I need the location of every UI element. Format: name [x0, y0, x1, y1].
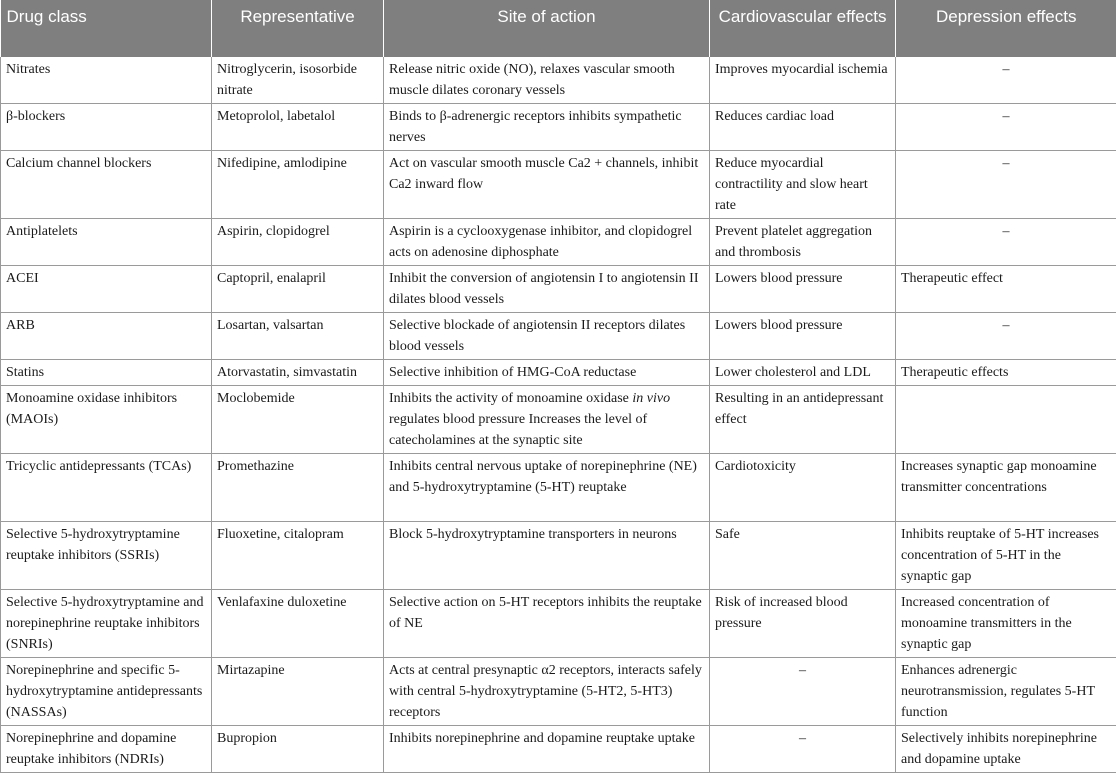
table-row: [1, 151, 1116, 219]
cardiovascular-effects-cell: Resulting in an antidepressant effect: [710, 386, 896, 454]
depression-effects-cell: Therapeutic effects: [896, 360, 1116, 386]
header-drug-class: Drug class: [1, 0, 212, 57]
site-of-action-cell: Inhibit the conversion of angiotensin I to angiotensin II dilates blood vessels: [384, 266, 710, 313]
header-site-of-action: Site of action: [384, 0, 710, 57]
drug-class-cell: ARB: [1, 313, 212, 360]
representative-cell: Moclobemide: [212, 386, 384, 454]
cardiovascular-effects-cell: Lowers blood pressure: [710, 266, 896, 313]
site-of-action-cell: Act on vascular smooth muscle Ca2 + channels, inhibit Ca2 inward flow: [384, 151, 710, 219]
depression-effects-cell: Therapeutic effect: [896, 266, 1116, 313]
site-of-action-cell: Inhibits central nervous uptake of norepinephrine (NE) and 5-hydroxytryptamine (5-HT) reuptake: [384, 454, 710, 522]
site-of-action-cell: Selective blockade of angiotensin II receptors dilates blood vessels: [384, 313, 710, 360]
table-row: [1, 104, 1116, 151]
header-depression-effects: Depression effects: [896, 0, 1116, 57]
cardiovascular-effects-cell: Safe: [710, 522, 896, 590]
depression-effects-cell: [896, 386, 1116, 454]
depression-effects-cell: –: [896, 151, 1116, 219]
site-of-action-cell: Aspirin is a cyclooxygenase inhibitor, and clopidogrel acts on adenosine diphosphate: [384, 219, 710, 266]
table-header: [1, 0, 1116, 57]
representative-cell: Bupropion: [212, 726, 384, 773]
site-of-action-cell: [384, 386, 710, 454]
drug-class-cell: Calcium channel blockers: [1, 151, 212, 219]
depression-effects-cell: Inhibits reuptake of 5-HT increases concentration of 5-HT in the synaptic gap: [896, 522, 1116, 590]
site-text-italic: in vivo: [632, 391, 670, 406]
cardiovascular-effects-cell: Risk of increased blood pressure: [710, 590, 896, 658]
site-of-action-cell: Release nitric oxide (NO), relaxes vascular smooth muscle dilates coronary vessels: [384, 57, 710, 104]
cardiovascular-effects-cell: Lowers blood pressure: [710, 313, 896, 360]
table-row: [1, 454, 1116, 522]
site-text-pre: Inhibits the activity of monoamine oxidase: [389, 391, 632, 406]
site-of-action-cell: Selective inhibition of HMG-CoA reductase: [384, 360, 710, 386]
drug-class-cell: Antiplatelets: [1, 219, 212, 266]
representative-cell: Fluoxetine, citalopram: [212, 522, 384, 590]
drug-class-cell: ACEI: [1, 266, 212, 313]
depression-effects-cell: –: [896, 219, 1116, 266]
table-row: [1, 386, 1116, 454]
drug-class-cell: Monoamine oxidase inhibitors (MAOIs): [1, 386, 212, 454]
table-row: [1, 590, 1116, 658]
representative-cell: Losartan, valsartan: [212, 313, 384, 360]
site-of-action-cell: Acts at central presynaptic α2 receptors, interacts safely with central 5-hydroxytryptamine (5-HT2, 5-HT3) receptors: [384, 658, 710, 726]
depression-effects-cell: Enhances adrenergic neurotransmission, regulates 5-HT function: [896, 658, 1116, 726]
drug-class-cell: Tricyclic antidepressants (TCAs): [1, 454, 212, 522]
depression-effects-cell: Increases synaptic gap monoamine transmitter concentrations: [896, 454, 1116, 522]
site-of-action-cell: Selective action on 5-HT receptors inhibits the reuptake of NE: [384, 590, 710, 658]
cardiovascular-effects-cell: Reduces cardiac load: [710, 104, 896, 151]
cardiovascular-effects-cell: Prevent platelet aggregation and thrombosis: [710, 219, 896, 266]
table-row: [1, 219, 1116, 266]
cardiovascular-effects-cell: Improves myocardial ischemia: [710, 57, 896, 104]
header-row: [1, 0, 1116, 57]
drug-class-cell: Nitrates: [1, 57, 212, 104]
drug-class-cell: β-blockers: [1, 104, 212, 151]
representative-cell: Venlafaxine duloxetine: [212, 590, 384, 658]
depression-effects-cell: Selectively inhibits norepinephrine and dopamine uptake: [896, 726, 1116, 773]
drug-class-cell: Selective 5-hydroxytryptamine reuptake inhibitors (SSRIs): [1, 522, 212, 590]
representative-cell: Atorvastatin, simvastatin: [212, 360, 384, 386]
header-cardiovascular-effects: Cardiovascular effects: [710, 0, 896, 57]
site-of-action-cell: Inhibits norepinephrine and dopamine reuptake uptake: [384, 726, 710, 773]
depression-effects-cell: –: [896, 313, 1116, 360]
representative-cell: Nitroglycerin, isosorbide nitrate: [212, 57, 384, 104]
header-representative: Representative: [212, 0, 384, 57]
representative-cell: Mirtazapine: [212, 658, 384, 726]
cardiovascular-effects-cell: –: [710, 658, 896, 726]
site-of-action-cell: Block 5-hydroxytryptamine transporters in neurons: [384, 522, 710, 590]
site-text-post: regulates blood pressure Increases the level of catecholamines at the synaptic site: [389, 412, 647, 448]
cardiovascular-effects-cell: Reduce myocardial contractility and slow heart rate: [710, 151, 896, 219]
drug-class-cell: Selective 5-hydroxytryptamine and norepinephrine reuptake inhibitors (SNRIs): [1, 590, 212, 658]
depression-effects-cell: –: [896, 104, 1116, 151]
cardiovascular-effects-cell: Lower cholesterol and LDL: [710, 360, 896, 386]
table-row: [1, 726, 1116, 773]
table-row: [1, 658, 1116, 726]
table-row: [1, 360, 1116, 386]
depression-effects-cell: Increased concentration of monoamine transmitters in the synaptic gap: [896, 590, 1116, 658]
cardiovascular-effects-cell: –: [710, 726, 896, 773]
drug-class-cell: Statins: [1, 360, 212, 386]
table-body: [1, 57, 1116, 773]
drug-class-cell: Norepinephrine and specific 5-hydroxytryptamine antidepressants (NASSAs): [1, 658, 212, 726]
representative-cell: Captopril, enalapril: [212, 266, 384, 313]
representative-cell: Nifedipine, amlodipine: [212, 151, 384, 219]
table-row: [1, 313, 1116, 360]
table-row: [1, 522, 1116, 590]
drug-class-cell: Norepinephrine and dopamine reuptake inhibitors (NDRIs): [1, 726, 212, 773]
representative-cell: Aspirin, clopidogrel: [212, 219, 384, 266]
cardiovascular-effects-cell: Cardiotoxicity: [710, 454, 896, 522]
table-row: [1, 266, 1116, 313]
depression-effects-cell: –: [896, 57, 1116, 104]
site-of-action-cell: Binds to β-adrenergic receptors inhibits sympathetic nerves: [384, 104, 710, 151]
table-row: [1, 57, 1116, 104]
representative-cell: Promethazine: [212, 454, 384, 522]
representative-cell: Metoprolol, labetalol: [212, 104, 384, 151]
